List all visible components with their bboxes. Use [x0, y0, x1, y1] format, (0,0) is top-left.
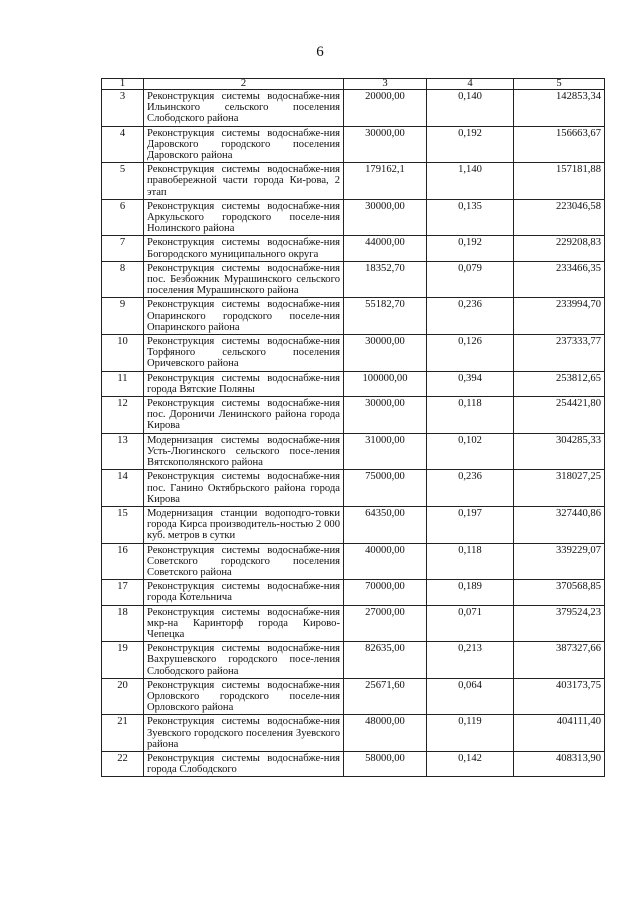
project-description: Реконструкция системы водоснабже-ния Опаринского городского поселе-ния Опаринского района	[144, 298, 344, 335]
project-description: Модернизация станции водоподго-товки города Кирса производитель-ностью 2 000 куб. метров в сутки	[144, 506, 344, 543]
coefficient-cell: 0,197	[427, 506, 514, 543]
coefficient-cell: 0,079	[427, 261, 514, 298]
coefficient-cell: 0,236	[427, 470, 514, 507]
row-number: 12	[102, 397, 144, 434]
row-number: 19	[102, 642, 144, 679]
row-number: 10	[102, 335, 144, 372]
total-cell: 304285,33	[514, 433, 605, 470]
capacity-cell: 44000,00	[344, 236, 427, 261]
row-number: 18	[102, 605, 144, 642]
project-description: Реконструкция системы водоснабже-ния города Слободского	[144, 751, 344, 776]
row-number: 6	[102, 199, 144, 236]
capacity-cell: 58000,00	[344, 751, 427, 776]
capacity-cell: 20000,00	[344, 90, 427, 127]
coefficient-cell: 0,119	[427, 715, 514, 752]
column-header: 5	[514, 79, 605, 90]
project-description: Реконструкция системы водоснабже-ния пос. Дороничи Ленинского района города Кирова	[144, 397, 344, 434]
project-description: Реконструкция системы водоснабже-ния Ильинского сельского поселения Слободского района	[144, 90, 344, 127]
project-description: Реконструкция системы водоснабже-ния Вахрушевского городского посе-ления Слободского района	[144, 642, 344, 679]
coefficient-cell: 0,071	[427, 605, 514, 642]
table-row	[102, 163, 605, 200]
table-row	[102, 397, 605, 434]
row-number: 15	[102, 506, 144, 543]
capacity-cell: 100000,00	[344, 371, 427, 396]
project-description: Реконструкция системы водоснабже-ния Торфяного сельского поселения Оричевского района	[144, 335, 344, 372]
capacity-cell: 30000,00	[344, 199, 427, 236]
row-number: 4	[102, 126, 144, 163]
coefficient-cell: 0,192	[427, 236, 514, 261]
table-row	[102, 371, 605, 396]
capacity-cell: 30000,00	[344, 126, 427, 163]
total-cell: 233994,70	[514, 298, 605, 335]
project-description: Реконструкция системы водоснабже-ния Даровского городского поселения Даровского района	[144, 126, 344, 163]
total-cell: 403173,75	[514, 678, 605, 715]
capacity-cell: 64350,00	[344, 506, 427, 543]
column-header: 3	[344, 79, 427, 90]
project-description: Реконструкция системы водоснабже-ния Богородского муниципального округа	[144, 236, 344, 261]
row-number: 14	[102, 470, 144, 507]
capacity-cell: 55182,70	[344, 298, 427, 335]
row-number: 20	[102, 678, 144, 715]
table-row	[102, 642, 605, 679]
row-number: 16	[102, 543, 144, 580]
table-row	[102, 433, 605, 470]
coefficient-cell: 0,213	[427, 642, 514, 679]
table-header-row	[102, 79, 605, 90]
row-number: 5	[102, 163, 144, 200]
coefficient-cell: 0,394	[427, 371, 514, 396]
total-cell: 229208,83	[514, 236, 605, 261]
table-row	[102, 90, 605, 127]
project-description: Реконструкция системы водоснабже-ния мкр-на Каринторф города Кирово-Чепецка	[144, 605, 344, 642]
row-number: 22	[102, 751, 144, 776]
coefficient-cell: 0,118	[427, 543, 514, 580]
capacity-cell: 40000,00	[344, 543, 427, 580]
column-header: 1	[102, 79, 144, 90]
table-row	[102, 605, 605, 642]
total-cell: 387327,66	[514, 642, 605, 679]
row-number: 8	[102, 261, 144, 298]
capacity-cell: 18352,70	[344, 261, 427, 298]
row-number: 17	[102, 580, 144, 605]
project-description: Реконструкция системы водоснабже-ния Зуевского городского поселения Зуевского района	[144, 715, 344, 752]
total-cell: 254421,80	[514, 397, 605, 434]
table-row	[102, 543, 605, 580]
total-cell: 327440,86	[514, 506, 605, 543]
capacity-cell: 30000,00	[344, 335, 427, 372]
capacity-cell: 48000,00	[344, 715, 427, 752]
table-row	[102, 236, 605, 261]
coefficient-cell: 0,189	[427, 580, 514, 605]
column-header: 2	[144, 79, 344, 90]
capacity-cell: 179162,1	[344, 163, 427, 200]
table-row	[102, 506, 605, 543]
table-row	[102, 470, 605, 507]
table-row	[102, 751, 605, 776]
capacity-cell: 75000,00	[344, 470, 427, 507]
table-row	[102, 678, 605, 715]
total-cell: 142853,34	[514, 90, 605, 127]
total-cell: 156663,67	[514, 126, 605, 163]
total-cell: 223046,58	[514, 199, 605, 236]
capacity-cell: 82635,00	[344, 642, 427, 679]
coefficient-cell: 0,135	[427, 199, 514, 236]
project-description: Реконструкция системы водоснабже-ния пос. Безбожник Мурашинского сельского поселения Мурашинского района	[144, 261, 344, 298]
table-row	[102, 199, 605, 236]
total-cell: 408313,90	[514, 751, 605, 776]
total-cell: 253812,65	[514, 371, 605, 396]
total-cell: 404111,40	[514, 715, 605, 752]
column-header: 4	[427, 79, 514, 90]
total-cell: 339229,07	[514, 543, 605, 580]
project-description: Реконструкция системы водоснабже-ния города Вятские Поляны	[144, 371, 344, 396]
coefficient-cell: 0,236	[427, 298, 514, 335]
total-cell: 233466,35	[514, 261, 605, 298]
total-cell: 157181,88	[514, 163, 605, 200]
row-number: 7	[102, 236, 144, 261]
capacity-cell: 27000,00	[344, 605, 427, 642]
total-cell: 318027,25	[514, 470, 605, 507]
table-row	[102, 335, 605, 372]
coefficient-cell: 0,118	[427, 397, 514, 434]
project-description: Реконструкция системы водоснабже-ния города Котельнича	[144, 580, 344, 605]
project-description: Модернизация системы водоснабже-ния Усть-Люгинского сельского посе-ления Вятскополянского района	[144, 433, 344, 470]
coefficient-cell: 0,064	[427, 678, 514, 715]
capacity-cell: 30000,00	[344, 397, 427, 434]
row-number: 9	[102, 298, 144, 335]
capacity-cell: 70000,00	[344, 580, 427, 605]
total-cell: 237333,77	[514, 335, 605, 372]
coefficient-cell: 0,126	[427, 335, 514, 372]
coefficient-cell: 1,140	[427, 163, 514, 200]
table-row	[102, 261, 605, 298]
projects-table	[101, 78, 605, 777]
table-row	[102, 298, 605, 335]
row-number: 11	[102, 371, 144, 396]
coefficient-cell: 0,140	[427, 90, 514, 127]
row-number: 3	[102, 90, 144, 127]
row-number: 21	[102, 715, 144, 752]
project-description: Реконструкция системы водоснабже-ния Аркульского городского поселе-ния Нолинского района	[144, 199, 344, 236]
table-row	[102, 715, 605, 752]
table-row	[102, 126, 605, 163]
total-cell: 379524,23	[514, 605, 605, 642]
coefficient-cell: 0,142	[427, 751, 514, 776]
capacity-cell: 31000,00	[344, 433, 427, 470]
project-description: Реконструкция системы водоснабже-ния Советского городского поселения Советского района	[144, 543, 344, 580]
row-number: 13	[102, 433, 144, 470]
project-description: Реконструкция системы водоснабже-ния Орловского городского поселе-ния Орловского района	[144, 678, 344, 715]
project-description: Реконструкция системы водоснабже-ния правобережной части города Ки-рова, 2 этап	[144, 163, 344, 200]
table-row	[102, 580, 605, 605]
coefficient-cell: 0,192	[427, 126, 514, 163]
coefficient-cell: 0,102	[427, 433, 514, 470]
page-number: 6	[316, 44, 324, 60]
project-description: Реконструкция системы водоснабже-ния пос. Ганино Октябрьского района города Кирова	[144, 470, 344, 507]
total-cell: 370568,85	[514, 580, 605, 605]
capacity-cell: 25671,60	[344, 678, 427, 715]
